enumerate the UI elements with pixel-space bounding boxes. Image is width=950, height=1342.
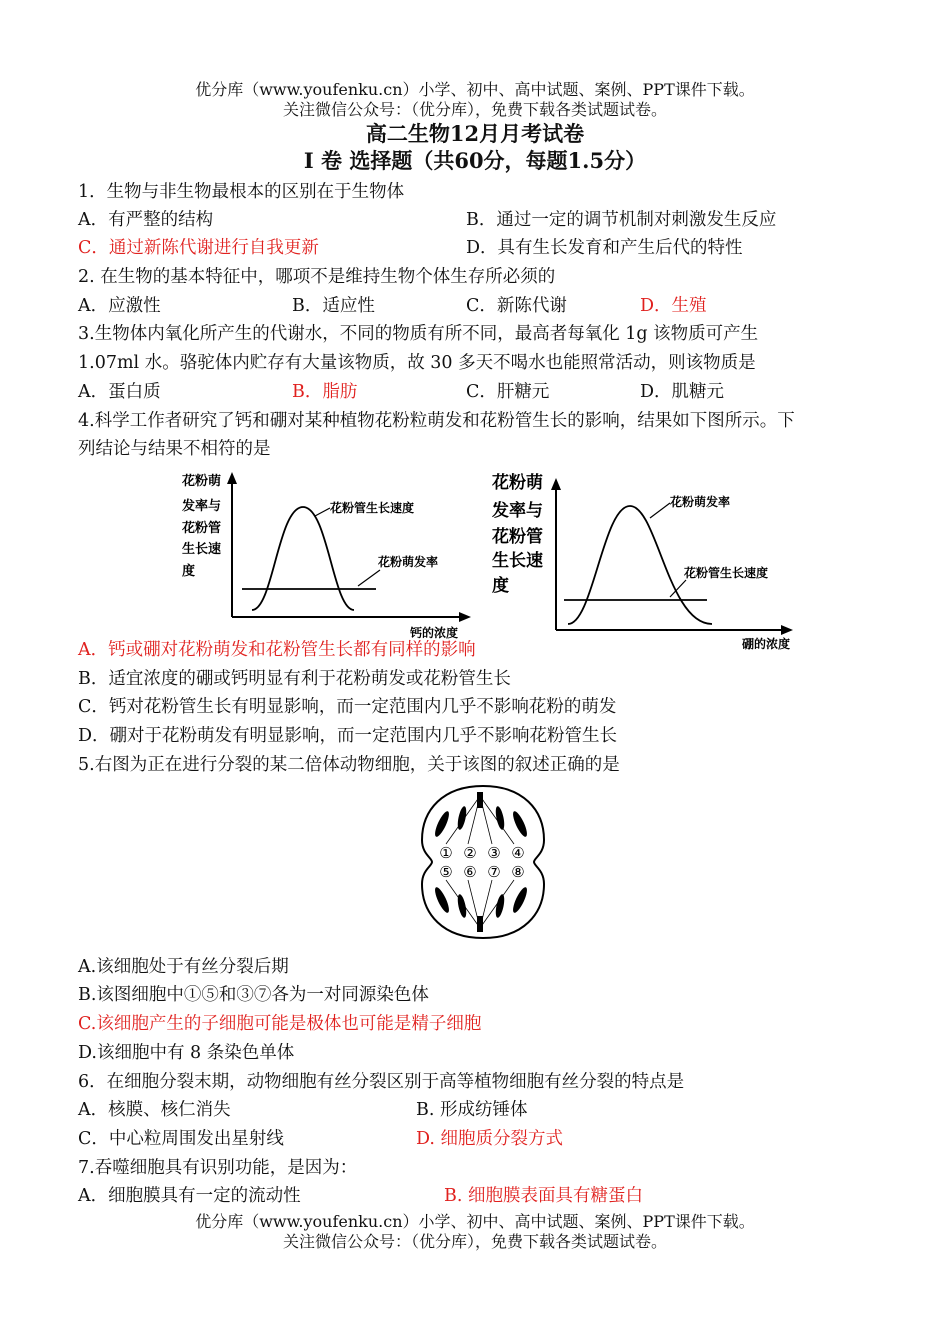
cell-label-8: ⑧ [511,863,525,881]
q3-option-d: D．肌糖元 [640,382,725,402]
page-title: 高二生物12月月考试卷 [365,121,585,146]
chart2-ylabel-1: 花粉萌 [492,473,543,493]
section-title: Ⅰ 卷 选择题（共60分，每题1.5分） [303,148,647,173]
q4-stem-line-2: 列结论与结果不相符的是 [78,439,271,459]
q2-option-c: C．新陈代谢 [466,296,567,316]
q4-option-b: B．适宜浓度的硼或钙明显有利于花粉萌发或花粉管生长 [78,669,511,689]
q6-option-d: D. 细胞质分裂方式 [416,1129,564,1149]
q5-option-a: A.该细胞处于有丝分裂后期 [78,957,289,977]
chart2-germination-curve [568,506,712,624]
q5-option-b: B.该图细胞中①⑤和③⑦各为一对同源染色体 [78,985,429,1005]
chart1-x-arrow [459,612,471,622]
chart2-x-arrow [781,625,793,635]
q2-option-d: D．生殖 [640,296,707,316]
q1-option-c: C．通过新陈代谢进行自我更新 [78,238,319,258]
q4-option-c: C．钙对花粉管生长有明显影响，而一定范围内几乎不影响花粉的萌发 [78,697,617,717]
chart2-curve-pointer [650,503,670,518]
q1-stem: 1．生物与非生物最根本的区别在于生物体 [78,182,405,202]
cell-label-1: ① [439,844,453,862]
q5-option-c: C.该细胞产生的子细胞可能是极体也可能是精子细胞 [78,1014,482,1034]
chart2-xlabel: 硼的浓度 [742,637,791,651]
chart1-y-arrow [227,472,237,484]
q2-option-a: A．应激性 [78,296,161,316]
cell-label-2: ② [463,844,477,862]
cell-label-4: ④ [511,844,525,862]
q1-option-d: D．具有生长发育和产生后代的特性 [466,238,743,258]
q2-option-b: B．适应性 [292,296,375,316]
chart1-curve-pointer [315,508,330,516]
q4-stem-line-1: 4.科学工作者研究了钙和硼对某种植物花粉粒萌发和花粉管生长的影响，结果如下图所示。下 [78,411,795,431]
q1-option-a: A．有严整的结构 [78,210,214,230]
chart1-line-pointer [358,570,380,586]
q4-option-d: D．硼对于花粉萌发有明显影响，而一定范围内几乎不影响花粉管生长 [78,726,618,746]
q6-option-a: A．核膜、核仁消失 [78,1100,231,1120]
dividing-cell-diagram [418,782,548,942]
chart1-line-label: 花粉萌发率 [378,555,439,569]
boron-chart [490,462,810,657]
chart2-curve-label: 花粉萌发率 [670,495,731,509]
footer-line-1: 优分库（www.youfenku.cn）小学、初中、高中试题、案例、PPT课件下载。 [195,1212,755,1231]
chart1-ylabel-3: 花粉管 [182,521,222,536]
q5-option-d: D.该细胞中有 8 条染色单体 [78,1043,295,1063]
chart1-ylabel-1: 花粉萌 [182,474,222,489]
cell-label-6: ⑥ [463,863,477,881]
chart2-ylabel-2: 发率与 [492,501,543,521]
chart1-curve-label: 花粉管生长速度 [330,501,415,515]
q7-option-b: B. 细胞膜表面具有糖蛋白 [444,1186,643,1206]
chromosomes [432,792,529,932]
chart1-ylabel-5: 度 [182,564,196,579]
header-line-2: 关注微信公众号：（优分库），免费下载各类试题试卷。 [282,100,667,119]
chart2-ylabel-3: 花粉管 [492,527,543,547]
q6-option-b: B. 形成纺锤体 [416,1100,528,1120]
q4-option-a: A．钙或硼对花粉萌发和花粉管生长都有同样的影响 [78,640,476,660]
q5-stem: 5.右图为正在进行分裂的某二倍体动物细胞，关于该图的叙述正确的是 [78,755,620,775]
chart1-ylabel-4: 生长速 [182,542,222,557]
q7-stem: 7.吞噬细胞具有识别功能，是因为： [78,1158,358,1178]
q1-option-b: B．通过一定的调节机制对刺激发生反应 [466,210,777,230]
q7-option-a: A．细胞膜具有一定的流动性 [78,1186,301,1206]
q3-stem-line-2: 1.07ml 水。骆驼体内贮存有大量该物质，故 30 多天不喝水也能照常活动，则该物质是 [78,353,756,373]
cell-label-5: ⑤ [439,863,453,881]
footer-line-2: 关注微信公众号：（优分库），免费下载各类试题试卷。 [282,1232,667,1251]
q2-stem: 2. 在生物的基本特征中，哪项不是维持生物个体生存所必须的 [78,267,556,287]
chart1-tube-growth-curve [252,507,354,610]
chart1-ylabel-2: 发率与 [182,499,222,514]
spindle-fibers [446,796,514,928]
chart2-y-arrow [551,478,561,490]
cell-label-3: ③ [487,844,501,862]
chart2-ylabel-4: 生长速 [492,551,543,571]
q6-option-c: C．中心粒周围发出星射线 [78,1129,284,1149]
q6-stem: 6．在细胞分裂末期，动物细胞有丝分裂区别于高等植物细胞有丝分裂的特点是 [78,1072,685,1092]
chart1-xlabel: 钙的浓度 [410,626,459,640]
q3-stem-line-1: 3.生物体内氧化所产生的代谢水，不同的物质有所不同，最高者每氧化 1g 该物质可产生 [78,324,759,344]
header-line-1: 优分库（www.youfenku.cn）小学、初中、高中试题、案例、PPT课件下载。 [195,80,755,99]
chart2-line-label: 花粉管生长速度 [684,566,769,580]
chart2-ylabel-5: 度 [492,576,509,596]
calcium-chart [178,462,478,642]
q3-option-a: A．蛋白质 [78,382,161,402]
q3-option-c: C．肝糖元 [466,382,550,402]
q3-option-b: B．脂肪 [292,382,358,402]
cell-label-7: ⑦ [487,863,501,881]
